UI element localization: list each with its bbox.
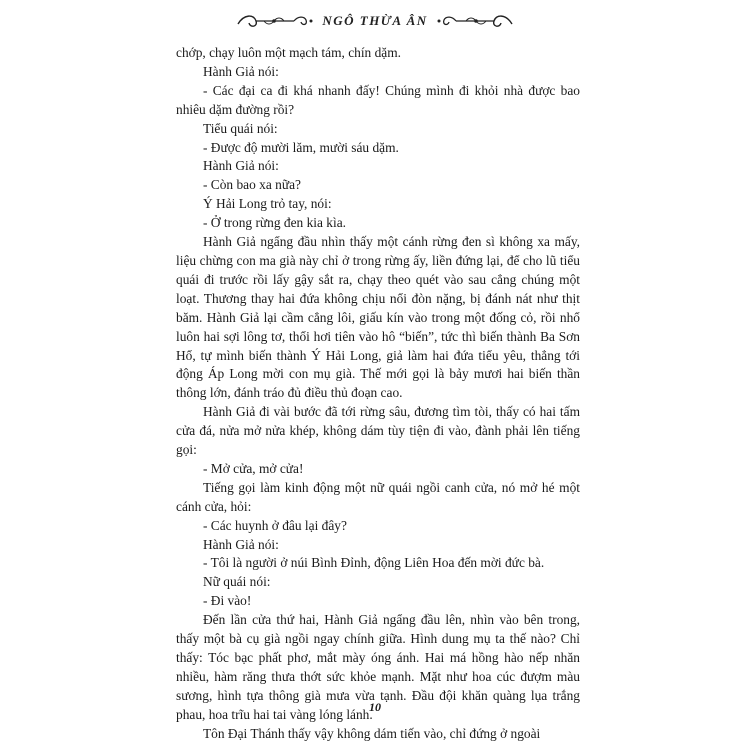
paragraph: - Ở trong rừng đen kia kìa. xyxy=(203,215,346,231)
header-title: NGÔ THỪA ÂN xyxy=(322,13,428,28)
page-number: 10 xyxy=(369,700,381,714)
ornament-right-icon xyxy=(436,10,516,32)
paragraph: Ý Hải Long trỏ tay, nói: xyxy=(203,196,332,212)
paragraph: - Các huynh ở đâu lại đây? xyxy=(203,517,347,533)
paragraph: - Được độ mười lăm, mười sáu dặm. xyxy=(203,139,399,155)
paragraph: Hành Giả ngẩng đầu nhìn thấy một cánh rừng đen sì không xa mấy, liệu chừng con ma già này chỉ ở trong rừng ấy, liền đứng lại, để cho lũ tiểu quái đi trước rồi lấy gậy sắt ra, chạy theo quét vào sau cẳng chúng một loạt. Thương thay hai đứa không chịu nổi đòn nặng, bị đánh nát như thịt băm. Hành Giả lại cầm cẳng lôi, giấu kín vào trong một đống cỏ, rồi nhổ luôn hai sợi lông tơ, thổi hơi tiên vào hô “biến”, tức thì biến thành Ba Sơn Hổ, tự mình biến thành Ý Hải Long, giả làm hai đứa tiểu yêu, thẳng tới động Áp Long mời con mụ già. Thế mới gọi là bảy mươi hai biến thần thông lớn, đánh tráo đủ điều thủ đoạn cao. xyxy=(176,234,580,401)
paragraph: - Đi vào! xyxy=(203,593,252,609)
paragraph: Hành Giả đi vài bước đã tới rừng sâu, đương tìm tòi, thấy có hai tấm cửa đá, nửa mở nửa khép, không dám tùy tiện đi vào, đành phải lên tiếng gọi: xyxy=(176,404,580,458)
ornament-left-icon xyxy=(234,10,314,32)
paragraph: Hành Giả nói: xyxy=(203,536,279,552)
paragraph: Hành Giả nói: xyxy=(203,158,279,174)
paragraph: - Tôi là người ở núi Bình Đỉnh, động Liên Hoa đến mời đức bà. xyxy=(203,555,545,571)
page-body xyxy=(176,44,580,744)
paragraph: Hành Giả nói: xyxy=(203,63,279,79)
running-header xyxy=(0,10,750,32)
paragraph: Nữ quái nói: xyxy=(203,574,271,590)
paragraph: Tiểu quái nói: xyxy=(203,120,278,136)
paragraph: - Mở cửa, mở cửa! xyxy=(203,460,304,476)
paragraph: Tiếng gọi làm kinh động một nữ quái ngồi canh cửa, nó mở hé một cánh cửa, hỏi: xyxy=(176,479,580,514)
paragraph: chớp, chạy luôn một mạch tám, chín dặm. xyxy=(176,45,401,60)
paragraph: Đến lần cửa thứ hai, Hành Giả ngẩng đầu lên, nhìn vào bên trong, thấy một bà cụ già ngồi ngay chính giữa. Hình dung mụ ta thế nào? Chỉ thấy: Tóc bạc phất phơ, mắt mày óng ánh. Hai má hồng hào nếp nhăn nhiều, hàm răng thưa thớt sức khỏe mạnh. Mặt như hoa cúc đượm màu sương, hình tựa thông già mưa vừa tạnh. Đầu đội khăn quàng lụa trắng phau, hoa trĩu hai tai vàng lóng lánh. xyxy=(176,612,580,722)
paragraph: - Còn bao xa nữa? xyxy=(203,177,301,193)
paragraph: Tôn Đại Thánh thấy vậy không dám tiến vào, chỉ đứng ở ngoài xyxy=(203,725,541,741)
paragraph: - Các đại ca đi khá nhanh đấy! Chúng mình đi khỏi nhà được bao nhiêu dặm đường rồi? xyxy=(176,82,580,117)
